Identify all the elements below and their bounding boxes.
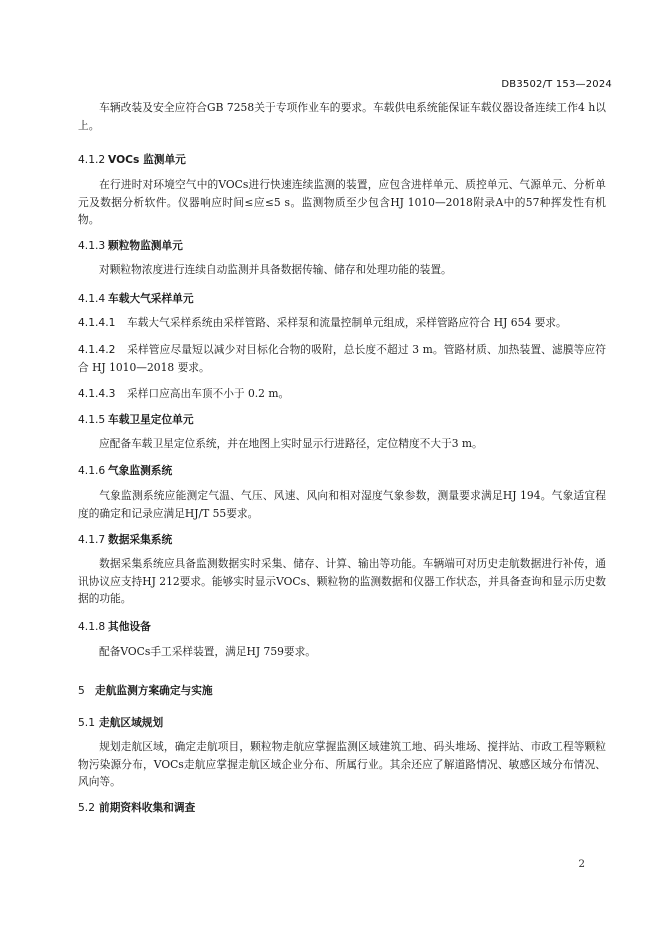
paragraph-weather-system — [78, 487, 606, 522]
clause-4-1-4-2 — [78, 341, 606, 376]
paragraph-text: 应配备车载卫星定位系统，并在地图上实时显示行进路径，定位精度不大于3 m。 — [99, 437, 483, 450]
heading-4-1-8 — [78, 620, 151, 634]
heading-title: 气象监测系统 — [108, 464, 173, 477]
heading-4-1-2 — [78, 153, 186, 167]
heading-title: 颗粒物监测单元 — [108, 239, 183, 252]
paragraph-satellite-unit — [78, 435, 606, 453]
paragraph-text: 气象监测系统应能测定气温、气压、风速、风向和相对湿度气象参数，测量要求满足HJ 194。气象适宜程度的确定和记录应满足HJ/T 55要求。 — [78, 489, 606, 520]
paragraph-text: 对颗粒物浓度进行连续自动监测并具备数据传输、储存和处理功能的装置。 — [99, 263, 452, 276]
heading-4-1-6 — [78, 464, 172, 478]
paragraph-text: 车辆改装及安全应符合GB 7258关于专项作业车的要求。车载供电系统能保证车载仪器设备连续工作4 h以上。 — [78, 101, 606, 132]
paragraph-text: 规划走航区域，确定走航项目，颗粒物走航应掌握监测区域建筑工地、码头堆场、搅拌站、市政工程等颗粒物污染源分布，VOCs走航应掌握走航区域企业分布、所属行业。其余还应了解道路情况、敏感区域分布情况、风向等。 — [78, 740, 606, 788]
heading-number: 5.1 — [78, 716, 95, 729]
heading-5 — [78, 684, 213, 698]
heading-number: 4.1.4 — [78, 292, 106, 305]
heading-number: 4.1.3 — [78, 239, 106, 252]
heading-title: VOCs 监测单元 — [108, 153, 186, 166]
heading-number: 4.1.2 — [78, 153, 106, 166]
heading-5-2 — [78, 801, 195, 815]
heading-title: 走航监测方案确定与实施 — [95, 684, 213, 697]
paragraph-text: 配备VOCs手工采样装置，满足HJ 759要求。 — [99, 645, 316, 658]
paragraph-text: 数据采集系统应具备监测数据实时采集、储存、计算、输出等功能。车辆端可对历史走航数据进行补传，通讯协议应支持HJ 212要求。能够实时显示VOCs、颗粒物的监测数据和仪器工作状态，并具备查询和显示历史数据的功能。 — [78, 557, 606, 605]
heading-title: 车载大气采样单元 — [108, 292, 194, 305]
heading-number: 4.1.5 — [78, 413, 106, 426]
heading-number: 5 — [78, 684, 85, 697]
heading-5-1 — [78, 716, 163, 730]
clause-text: 采样口应高出车顶不小于 0.2 m。 — [127, 387, 290, 400]
paragraph-data-acquisition — [78, 555, 606, 608]
heading-4-1-5 — [78, 413, 194, 427]
heading-4-1-3 — [78, 239, 183, 253]
clause-number: 4.1.4.3 — [78, 387, 116, 400]
heading-number: 4.1.8 — [78, 620, 106, 633]
heading-title: 走航区域规划 — [99, 716, 164, 729]
document-code: DB3502/T 153—2024 — [501, 79, 612, 90]
clause-text: 车载大气采样系统由采样管路、采样泵和流量控制单元组成，采样管路应符合 HJ 654 要求。 — [127, 316, 567, 329]
clause-text: 采样管应尽量短以减少对目标化合物的吸附，总长度不超过 3 m。管路材质、加热装置、滤膜等应符合 HJ 1010—2018 要求。 — [78, 343, 606, 374]
heading-title: 数据采集系统 — [108, 533, 173, 546]
paragraph-text: 在行进时对环境空气中的VOCs进行快速连续监测的装置，应包含进样单元、质控单元、气源单元、分析单元及数据分析软件。仪器响应时间≤应≤5 s。监测物质至少包含HJ 1010—2018附录A中的57种挥发性有机物。 — [78, 178, 606, 226]
heading-4-1-4 — [78, 292, 194, 306]
clause-4-1-4-3 — [78, 385, 606, 403]
heading-number: 4.1.7 — [78, 533, 106, 546]
paragraph-vehicle-modification — [78, 99, 606, 134]
paragraph-other-equipment — [78, 643, 606, 661]
clause-4-1-4-1 — [78, 314, 606, 332]
heading-4-1-7 — [78, 533, 172, 547]
page-number: 2 — [578, 858, 585, 870]
paragraph-vocs-unit — [78, 176, 606, 229]
heading-title: 前期资料收集和调查 — [99, 801, 196, 814]
clause-number: 4.1.4.1 — [78, 316, 116, 329]
heading-title: 车载卫星定位单元 — [108, 413, 194, 426]
clause-number: 4.1.4.2 — [78, 343, 116, 356]
heading-number: 4.1.6 — [78, 464, 106, 477]
heading-title: 其他设备 — [108, 620, 151, 633]
paragraph-area-planning — [78, 738, 606, 791]
paragraph-particulate-unit — [78, 261, 606, 279]
heading-number: 5.2 — [78, 801, 95, 814]
